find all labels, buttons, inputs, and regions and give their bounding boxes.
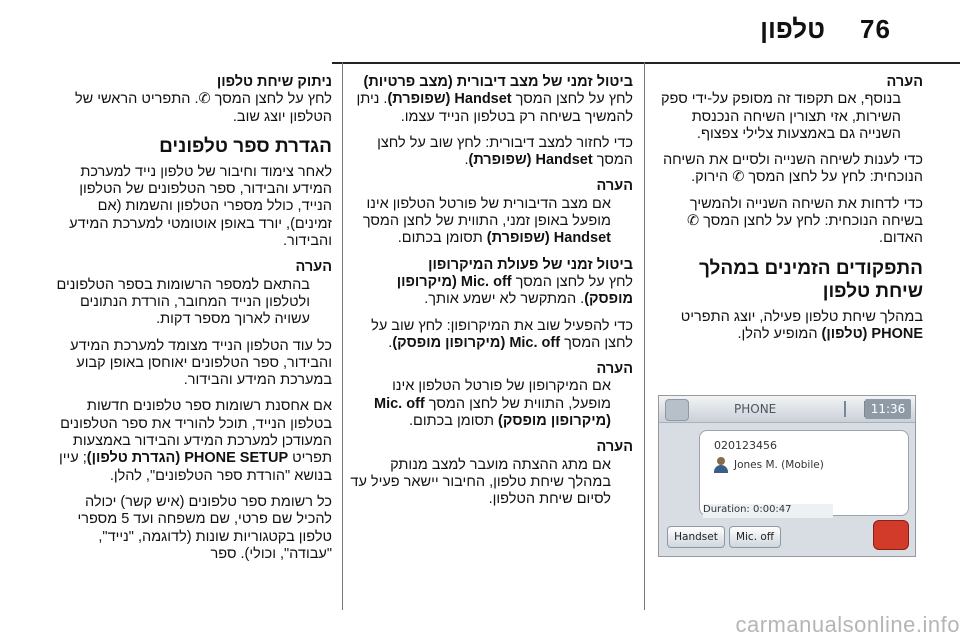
column-divider-left [342, 62, 343, 610]
mic-off-heading: ביטול זמני של פעולת המיקרופון [428, 256, 633, 273]
call-duration: Duration: 0:00:47 [703, 504, 833, 518]
note-heading: הערה [596, 361, 633, 378]
mic-off-text: לחץ על לחצן המסך Mic. off (מיקרופון מופסק). המתקשר לא ישמע אותך. [396, 273, 633, 308]
note-text: אם מצב הדיבורית של פורטל הטלפון אינו מופעל באופן זמני, התווית של לחצן המסך Handset (שפופרת) תסומן בכתום. [362, 195, 611, 247]
note-heading: הערה [596, 178, 633, 195]
red-phone-icon: ✆ [686, 213, 700, 230]
reject-second-call-text: כדי לדחות את השיחה השנייה ולהמשיך בשיחה הנוכחית: לחץ על לחצן המסך ✆ האדום. [686, 195, 923, 247]
page-title: טלפון [760, 14, 825, 44]
answer-second-call-text: כדי לענות לשיחה השנייה ולסיים את השיחה הנוכחית: לחץ על לחצן המסך ✆ הירוק. [662, 152, 923, 186]
signal-icon [844, 401, 866, 417]
phonebook-heading: הגדרת ספר טלפונים [159, 135, 332, 157]
phonebook-entry-text: כל רשומת ספר טלפונים (איש קשר) יכולה להכיל שם פרטי, שם משפחה ועד 5 מספרי טלפון בקטגוריות שונות (לדוגמה, "נייד", "עבודה", וכולי). ספר [77, 493, 332, 562]
handset-mode-text: לחץ על לחצן המסך Handset (שפופרת). ניתן להמשיך בשיחה רק בטלפון הנייד עצמו. [356, 91, 633, 125]
page-header [0, 0, 960, 62]
call-number: 020123456 [714, 439, 777, 452]
end-call-button[interactable] [873, 520, 909, 550]
section-heading: התפקודים הזמינים במהלך שיחת טלפון [698, 257, 923, 302]
note-text: בנוסף, אם תקפוד זה מסופק על-ידי ספק השירות, אזי תצורין השיחה הנכנסת השנייה גם באמצעות צלילי צפצוף. [660, 91, 901, 142]
note-text: בהתאם למספר הרשומות בספר הטלפונים ולטלפון הנייד המחובר, הורדת הנתונים עשויה לארוך מספר דקות. [56, 276, 310, 328]
phonebook-storage-text: כל עוד הטלפון הנייד מצומד למערכת המידע והבידור, ספר הטלפונים יאוחסן באופן קבוע במערכת המידע והבידור. [70, 337, 332, 389]
handset-mode-heading: ביטול זמני של מצב דיבורית (מצב פרטיות) [363, 74, 633, 90]
note-text: אם מתג ההצתה מועבר למצב מנותק במהלך שיחת טלפון, החיבור יישאר פעיל עד לסיום שיחת הטלפון. [350, 456, 611, 508]
hangup-heading: ניתוק שיחת טלפון [216, 74, 332, 90]
header-rule [332, 62, 960, 64]
watermark: carmanualsonline.info [735, 612, 960, 637]
column-left [48, 74, 332, 572]
mic-on-text: כדי להפעיל שוב את המיקרופון: לחץ שוב על לחצן המסך Mic. off (מיקרופון מופסק). [371, 317, 633, 351]
red-phone-icon: ✆ [198, 91, 211, 108]
home-icon [665, 399, 689, 421]
screen-title-bar [659, 396, 915, 423]
note-heading: הערה [596, 439, 633, 456]
column-middle [350, 74, 633, 518]
screen-title: PHONE [734, 402, 777, 416]
mic-off-button[interactable]: Mic. off [729, 526, 781, 548]
phonebook-update-text: אם אחסנת רשומות ספר טלפונים חדשות בטלפון הנייד, תוכל להוריד את ספר הטלפונים המעודכן למערכת המידע והבידור באמצעות תפריט PHONE SETUP (הגדרת טלפון); עיין בנושא "הורדת ספר הטלפונים", להלן. [58, 398, 332, 484]
call-contact: Jones M. (Mobile) [734, 459, 824, 471]
contact-icon [714, 457, 728, 473]
column-right [655, 74, 923, 352]
note-heading: הערה [295, 259, 332, 276]
page-number: 76 [860, 14, 891, 44]
phonebook-text: לאחר צימוד וחיבור של טלפון נייד למערכת המידע והבידור, ספר הטלפונים של הטלפון הנייד, כולל מספרי הטלפון והשמות (אם זמינים), יורד באופן אוטומטי למערכת המידע והבידור. [69, 163, 332, 250]
phone-screen-image [658, 395, 916, 557]
note-heading: הערה [886, 74, 923, 90]
return-handsfree-text: כדי לחזור למצב דיבורית: לחץ שוב על לחצן המסך Handset (שפופרת). [377, 134, 633, 169]
handset-button[interactable]: Handset [667, 526, 725, 548]
hangup-text: לחץ על לחצן המסך ✆. התפריט הראשי של הטלפון יוצג שוב. [74, 91, 332, 125]
green-phone-icon: ✆ [732, 169, 745, 186]
phone-menu-intro: במהלך שיחת טלפון פעילה, יוצג התפריט PHONE (טלפון) המופיע להלן. [680, 308, 923, 342]
column-divider-right [644, 62, 645, 610]
note-text: אם המיקרופון של פורטל הטלפון אינו מופעל, התווית של לחצן המסך Mic. off (מיקרופון מופסק) תסומן בכתום. [374, 378, 611, 430]
screen-clock: 11:36 [865, 399, 911, 419]
